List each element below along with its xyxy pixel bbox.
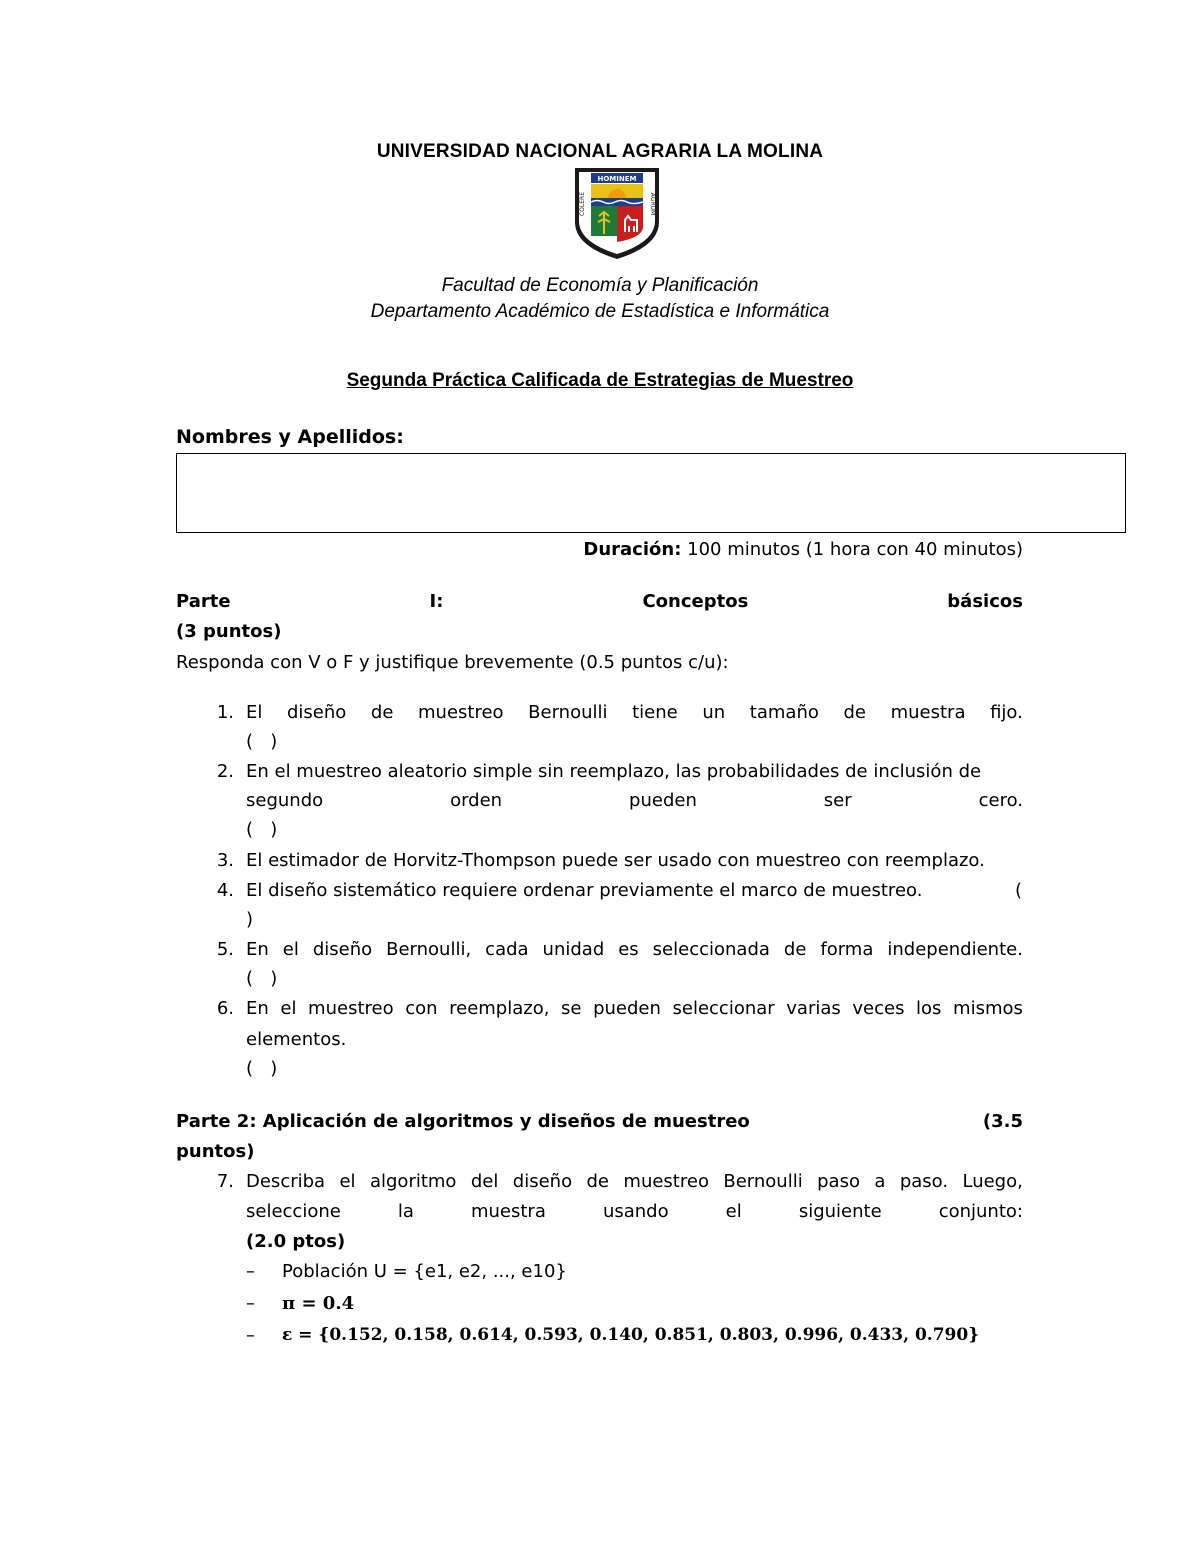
item-number: 2.: [216, 761, 234, 782]
part2-points-b: puntos): [176, 1141, 255, 1162]
item-5-text: En el diseño Bernoulli, cada unidad es seleccionada de forma independiente.: [246, 939, 1023, 960]
names-input-box[interactable]: [176, 453, 1126, 533]
answer-blank[interactable]: ( ): [246, 968, 278, 989]
university-name: UNIVERSIDAD NACIONAL AGRARIA LA MOLINA: [376, 141, 824, 162]
item-number: 4.: [216, 880, 234, 901]
bullet-dash: –: [246, 1261, 255, 1282]
item-3-text: El estimador de Horvitz-Thompson puede ser usado con muestreo con reemplazo.: [246, 850, 985, 871]
part2-points-a: (3.5: [982, 1111, 1023, 1132]
item-1-text: El diseño de muestreo Bernoulli tiene un tamaño de muestra fijo.: [246, 702, 1023, 723]
faculty-name: Facultad de Economía y Planificación: [441, 275, 759, 296]
item-number: 3.: [216, 850, 234, 871]
answer-blank[interactable]: ( ): [246, 819, 278, 840]
answer-blank[interactable]: ( ): [246, 731, 278, 752]
svg-text:AGRUM: AGRUM: [649, 192, 656, 216]
part1-instruction: Responda con V o F y justifique brevemente (0.5 puntos c/u):: [176, 652, 729, 673]
item-number: 5.: [216, 939, 234, 960]
duration-value: 100 minutos (1 hora con 40 minutos): [687, 539, 1023, 560]
item-2-text: En el muestreo aleatorio simple sin reemplazo, las probabilidades de inclusión de: [246, 761, 982, 782]
duration-label: Duración:: [583, 539, 682, 560]
part2-title: Parte 2: Aplicación de algoritmos y diseños de muestreo: [176, 1111, 750, 1132]
part1-points: (3 puntos): [176, 621, 282, 642]
item-7-text: Describa el algoritmo del diseño de muestreo Bernoulli paso a paso. Luego,: [246, 1171, 1023, 1192]
item-6-text-line2: elementos.: [246, 1029, 347, 1050]
bullet-dash: –: [246, 1325, 255, 1346]
item-2-text-line2: segundo orden pueden ser cero.: [246, 790, 1023, 811]
duration: [583, 539, 1023, 560]
pi-bullet: π = 0.4: [282, 1293, 355, 1314]
svg-text:COLERE: COLERE: [579, 191, 586, 217]
item-6-text: En el muestreo con reemplazo, se pueden seleccionar varias veces los mismos: [246, 998, 1023, 1019]
population-bullet: Población U = {e1, e2, ..., e10}: [282, 1261, 567, 1282]
svg-text:HOMINEM: HOMINEM: [597, 175, 637, 183]
exam-title: Segunda Práctica Calificada de Estrategias de Muestreo: [346, 370, 854, 391]
answer-blank-close[interactable]: ): [246, 909, 254, 930]
bullet-dash: –: [246, 1293, 255, 1314]
department-name: Departamento Académico de Estadística e Informática: [370, 301, 830, 322]
item-7-text-line2: seleccione la muestra usando el siguiente conjunto:: [246, 1201, 1023, 1222]
part1-heading: Parte I: Conceptos básicos: [176, 591, 1023, 612]
item-4-text: El diseño sistemático requiere ordenar previamente el marco de muestreo.: [246, 880, 923, 901]
item-number: 7.: [216, 1171, 234, 1192]
item-7-points: (2.0 ptos): [246, 1231, 346, 1252]
university-crest-icon: [571, 164, 663, 262]
epsilon-bullet: ε = {0.152, 0.158, 0.614, 0.593, 0.140, 0.851, 0.803, 0.996, 0.433, 0.790}: [282, 1325, 980, 1345]
answer-blank[interactable]: ( ): [246, 1058, 278, 1079]
answer-blank-open[interactable]: (: [1015, 880, 1023, 901]
item-number: 6.: [216, 998, 234, 1019]
item-number: 1.: [216, 702, 234, 723]
names-label: Nombres y Apellidos:: [176, 426, 404, 448]
